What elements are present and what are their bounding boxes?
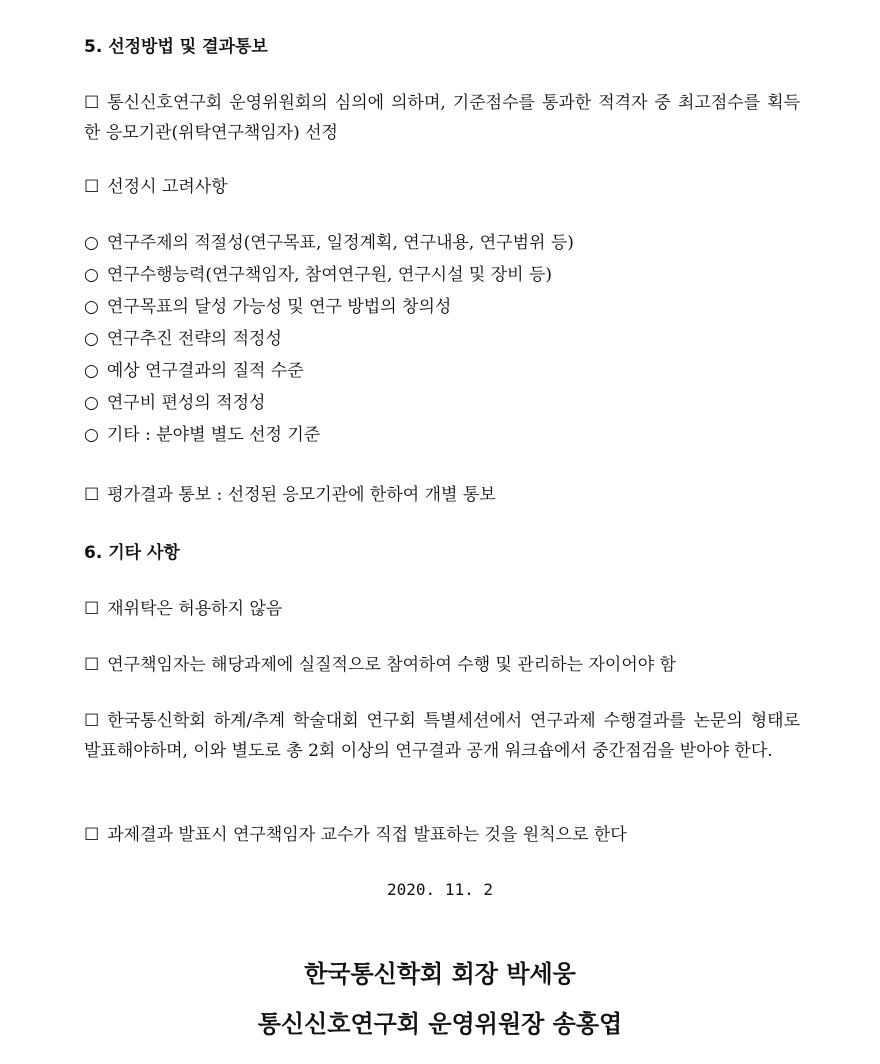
paragraph-text: 재위탁은 허용하지 않음 xyxy=(107,599,283,619)
checkbox-icon: ☐ xyxy=(84,825,100,845)
criteria-item xyxy=(84,296,451,318)
paragraph-text: 평가결과 통보 : 선정된 응모기관에 한하여 개별 통보 xyxy=(107,485,496,505)
other-item xyxy=(84,706,800,766)
other-item xyxy=(84,598,282,620)
criteria-item xyxy=(84,360,304,382)
paragraph-text: 통신신호연구회 운영위원회의 심의에 의하며, 기준점수를 통과한 적격자 중 최고점수를 획득한 응모기관(위탁연구책임자) 선정 xyxy=(84,93,800,143)
evaluation-notice-paragraph xyxy=(84,484,496,506)
circle-bullet-icon: ○ xyxy=(84,265,99,285)
criteria-text: 연구주제의 적절성(연구목표, 일정계획, 연구내용, 연구범위 등) xyxy=(106,233,574,253)
paragraph-text: 선정시 고려사항 xyxy=(107,177,228,197)
circle-bullet-icon: ○ xyxy=(84,329,99,349)
signature-president: 한국통신학회 회장 박세웅 xyxy=(304,960,576,988)
paragraph-text: 연구책임자는 해당과제에 실질적으로 참여하여 수행 및 관리하는 자이어야 함 xyxy=(107,655,676,675)
circle-bullet-icon: ○ xyxy=(84,233,99,253)
other-item xyxy=(84,654,676,676)
section-6-heading: 6. 기타 사항 xyxy=(84,543,180,563)
paragraph-text: 한국통신학회 하계/추계 학술대회 연구회 특별세션에서 연구과제 수행결과를 논문의 형태로 발표해야하며, 이와 별도로 총 2회 이상의 연구결과 공개 워크숍에서 중간점검을 받아야 한다. xyxy=(84,711,800,761)
section-5-heading: 5. 선정방법 및 결과통보 xyxy=(84,37,268,57)
checkbox-icon: ☐ xyxy=(84,599,100,619)
checkbox-icon: ☐ xyxy=(84,93,100,113)
circle-bullet-icon: ○ xyxy=(84,425,99,445)
checkbox-icon: ☐ xyxy=(84,711,100,731)
signature-committee-chair: 통신신호연구회 운영위원장 송홍엽 xyxy=(257,1010,623,1038)
criteria-item xyxy=(84,232,574,254)
criteria-item xyxy=(84,328,282,350)
paragraph-text: 과제결과 발표시 연구책임자 교수가 직접 발표하는 것을 원칙으로 한다 xyxy=(107,825,627,845)
criteria-item xyxy=(84,424,320,446)
document-date: 2020. 11. 2 xyxy=(387,880,493,899)
criteria-item xyxy=(84,264,552,286)
selection-method-paragraph xyxy=(84,88,800,148)
checkbox-icon: ☐ xyxy=(84,655,100,675)
criteria-text: 연구수행능력(연구책임자, 참여연구원, 연구시설 및 장비 등) xyxy=(106,265,553,285)
criteria-text: 예상 연구결과의 질적 수준 xyxy=(106,361,304,381)
circle-bullet-icon: ○ xyxy=(84,361,99,381)
selection-considerations-label xyxy=(84,176,228,198)
criteria-item xyxy=(84,392,265,414)
criteria-text: 연구추진 전략의 적정성 xyxy=(106,329,282,349)
circle-bullet-icon: ○ xyxy=(84,297,99,317)
checkbox-icon: ☐ xyxy=(84,177,100,197)
other-item xyxy=(84,824,627,846)
criteria-text: 기타 : 분야별 별도 선정 기준 xyxy=(106,425,321,445)
criteria-text: 연구비 편성의 적정성 xyxy=(106,393,266,413)
circle-bullet-icon: ○ xyxy=(84,393,99,413)
criteria-text: 연구목표의 달성 가능성 및 연구 방법의 창의성 xyxy=(106,297,452,317)
checkbox-icon: ☐ xyxy=(84,485,100,505)
